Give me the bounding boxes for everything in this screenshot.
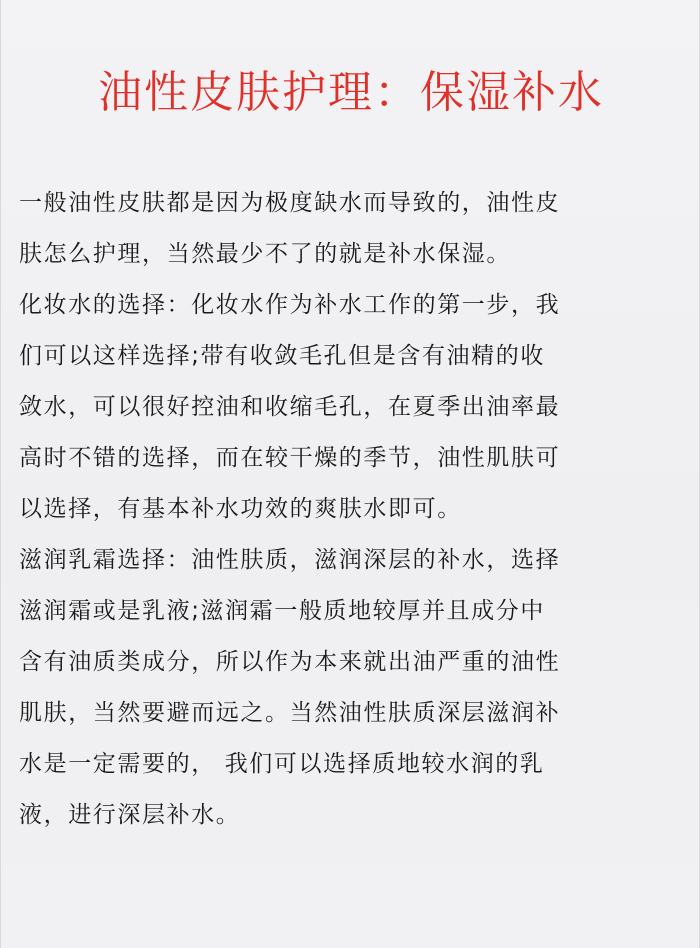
article-title: 油性皮肤护理：保湿补水 bbox=[98, 67, 604, 118]
article-body bbox=[19, 178, 683, 841]
article-line: 以选择，有基本补水功效的爽肤水即可。 bbox=[19, 496, 462, 522]
article-line: 肌肤，当然要避而远之。当然油性肤质深层滋润补 bbox=[19, 700, 561, 726]
article-line: 化妆水的选择：化妆水作为补水工作的第一步，我 bbox=[19, 292, 561, 318]
article-line: 水是一定需要的， 我们可以选择质地较水润的乳 bbox=[19, 751, 545, 777]
article-line: 滋润霜或是乳液;滋润霜一般质地较厚并且成分中 bbox=[19, 598, 545, 624]
article-line: 含有油质类成分，所以作为本来就出油严重的油性 bbox=[19, 649, 561, 675]
article-line: 肤怎么护理，当然最少不了的就是补水保湿。 bbox=[19, 241, 511, 267]
article-line: 们可以这样选择;带有收敛毛孔但是含有油精的收 bbox=[19, 343, 545, 369]
article-line: 滋润乳霜选择：油性肤质，滋润深层的补水，选择 bbox=[19, 547, 561, 573]
article-line: 高时不错的选择，而在较干燥的季节，油性肌肤可 bbox=[19, 445, 561, 471]
article-line: 敛水，可以很好控油和收缩毛孔，在夏季出油率最 bbox=[19, 394, 561, 420]
article-line: 一般油性皮肤都是因为极度缺水而导致的，油性皮 bbox=[19, 190, 561, 216]
article-line: 液，进行深层补水。 bbox=[19, 802, 241, 828]
